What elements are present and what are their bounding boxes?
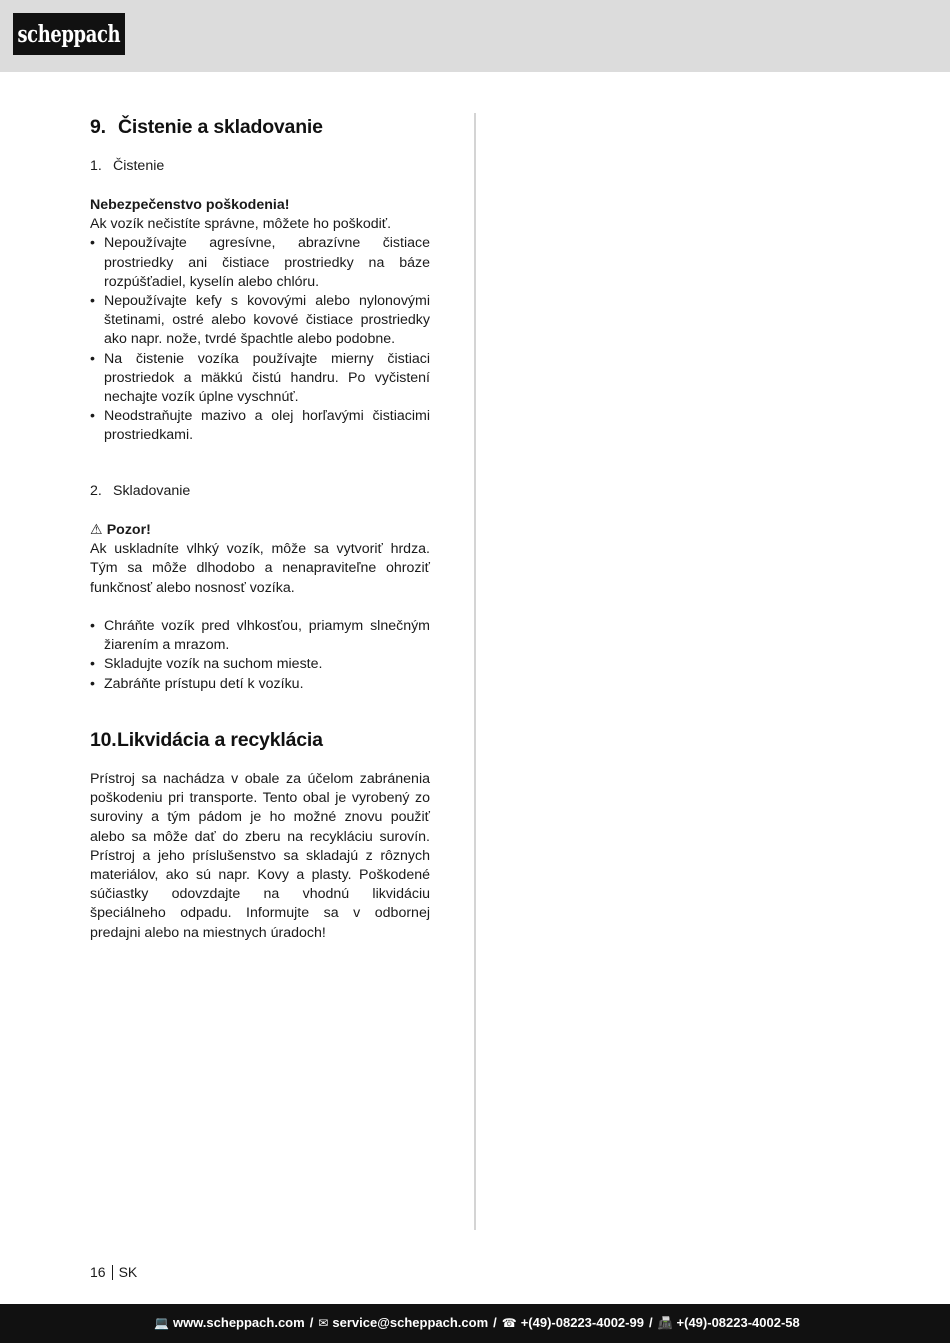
computer-icon: 💻: [154, 1315, 169, 1330]
phone-number: +(49)-08223-4002-99: [520, 1315, 644, 1330]
logo-text: scheppach: [17, 20, 121, 48]
fax-number: +(49)-08223-4002-58: [676, 1315, 800, 1330]
separator: /: [309, 1315, 314, 1330]
section-9-number: 9.: [90, 116, 106, 138]
list-item: • Nepoužívajte agresívne, abrazívne čistiace prostriedky ani čistiace prostriedky na báze rozpúšťadiel, kyselín alebo chlóru.: [90, 234, 430, 292]
storage-bullet-list: [90, 617, 430, 694]
section-9-title: Čistenie a skladovanie: [118, 116, 323, 138]
warning-triangle-icon: ⚠: [90, 522, 103, 538]
caution-title: Pozor!: [106, 522, 151, 538]
section-10-heading: [90, 729, 323, 752]
caution-title-row: [90, 521, 430, 540]
page-footer: [0, 1304, 950, 1343]
section-10-number: 10.: [90, 729, 117, 751]
subsection-storage: [90, 483, 190, 499]
page-number-value: 16: [90, 1264, 106, 1280]
phone-icon: ☎: [501, 1315, 517, 1330]
website-link[interactable]: www.scheppach.com: [172, 1315, 305, 1330]
separator: /: [648, 1315, 653, 1330]
separator: /: [493, 1315, 497, 1330]
list-item: • Na čistenie vozíka používajte mierny čistiaci prostriedok a mäkkú čistú handru. Po vyčistení nechajte vozík úplne vyschnúť.: [90, 350, 430, 408]
disposal-text: Prístroj sa nachádza v obale za účelom zabránenia poškodeniu pri transporte. Tento obal je vyrobený zo suroviny a tým pádom je ho možné znovu použiť alebo sa môže dať do zberu na recykláciu surovín. Prístroj a jeho príslušenstvo sa skladajú z rôznych materiálov, ako sú napr. Kovy a plasty. Poškodené súčiastky odovzdajte na vhodnú likvidáciu špeciálneho odpadu. Informujte sa v odbornej predajni alebo na miestnych úradoch!: [90, 771, 430, 941]
storage-list-block: [90, 617, 430, 694]
warning-title: Nebezpečenstvo poškodenia!: [90, 197, 290, 213]
cleaning-bullet-list: [90, 234, 430, 445]
caution-text: Ak uskladníte vlhký vozík, môže sa vytvoriť hrdza. Tým sa môže dlhodobo a nenapraviteľne ohroziť funkčnosť alebo nosnosť vozíka.: [90, 541, 430, 596]
page-header: [0, 0, 950, 72]
list-item: • Neodstraňujte mazivo a olej horľavými čistiacimi prostriedkami.: [90, 407, 430, 445]
list-item: • Skladujte vozík na suchom mieste.: [90, 655, 430, 674]
page-number-separator: [112, 1265, 113, 1280]
list-item: • Zabráňte prístupu detí k vozíku.: [90, 675, 430, 694]
fax-icon: 📠: [657, 1315, 673, 1330]
subsection-label: Čistenie: [113, 158, 165, 174]
subsection-label: Skladovanie: [113, 483, 191, 499]
subsection-number: 2.: [90, 483, 102, 499]
list-item: • Nepoužívajte kefy s kovovými alebo nylonovými štetinami, ostré alebo kovové čistiace prostriedky ako napr. nože, tvrdé špachtle alebo podobne.: [90, 292, 430, 350]
page-language: SK: [118, 1264, 138, 1280]
email-link[interactable]: service@scheppach.com: [332, 1315, 489, 1330]
subsection-cleaning: [90, 158, 164, 174]
mail-icon: ✉: [318, 1315, 329, 1330]
contact-line: [154, 1315, 800, 1330]
scheppach-logo: [13, 13, 125, 55]
section-10-title: Likvidácia a recyklácia: [117, 729, 323, 751]
list-item: • Chráňte vozík pred vlhkosťou, priamym slnečným žiarením a mrazom.: [90, 617, 430, 655]
warning-text: Ak vozík nečistíte správne, môžete ho poškodiť.: [90, 216, 392, 233]
damage-warning: [90, 196, 430, 446]
column-divider: [474, 113, 476, 1230]
subsection-number: 1.: [90, 158, 102, 174]
page-number: [90, 1264, 137, 1280]
section-9-heading: [90, 116, 323, 139]
caution-block: [90, 521, 430, 598]
